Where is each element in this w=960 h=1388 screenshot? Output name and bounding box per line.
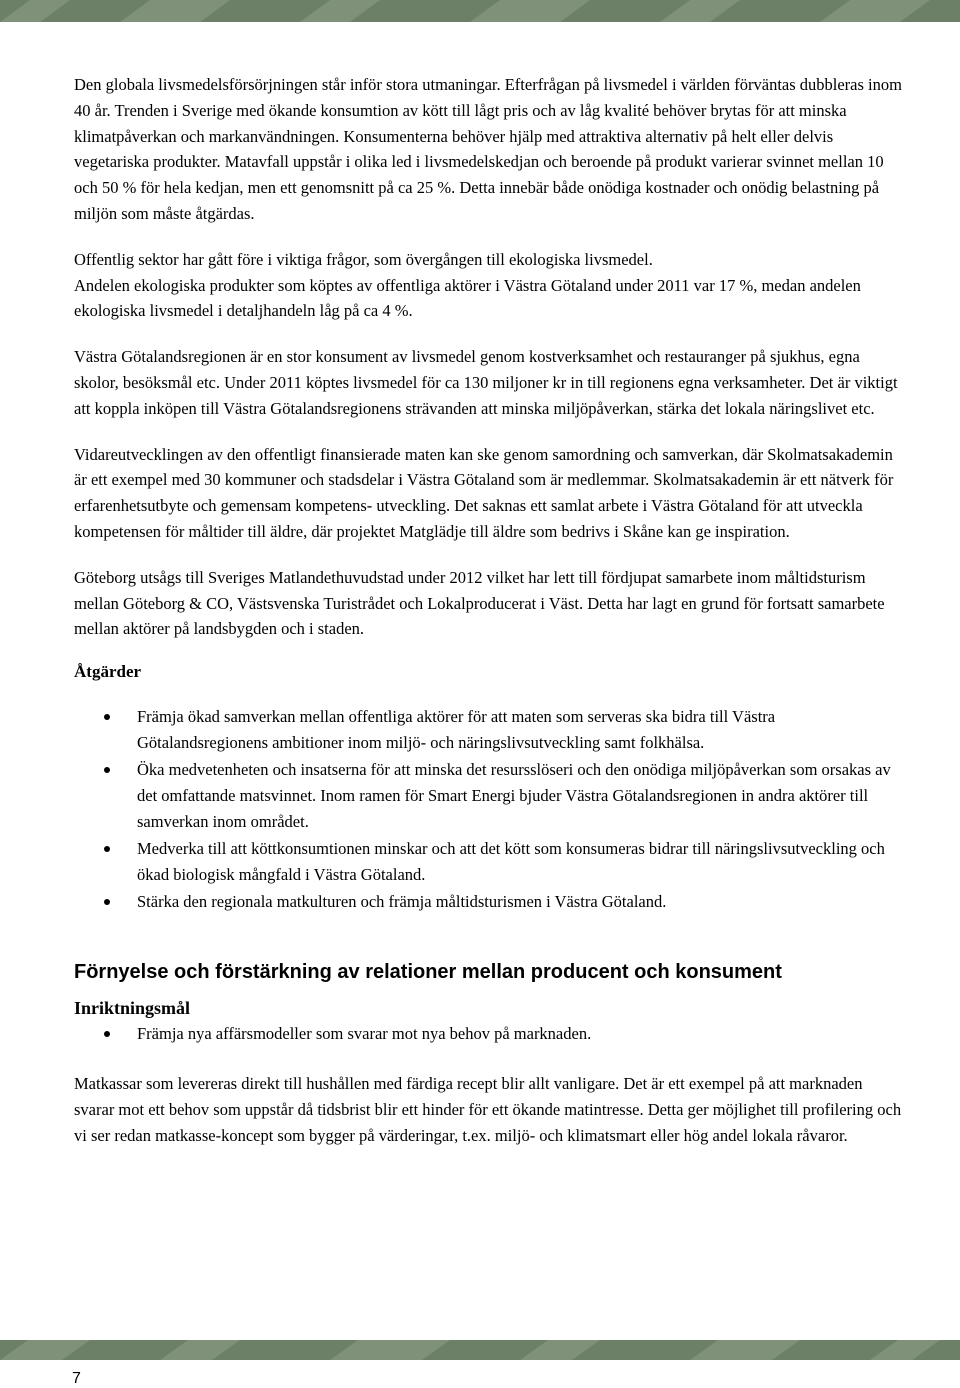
intro-paragraph: Den globala livsmedelsförsörjningen står inför stora utmaningar. Efterfrågan på livsmedel i världen förväntas dubbleras inom 40 år. Trenden i Sverige med ökande konsumtion av kött till lågt pris och av låg kvalité behöver brytas för att minska klimatpåverkan och markanvändningen. Konsumenterna behöver hjälp med attraktiva alternativ på helt eller delvis vegetariska produkter. Matavfall uppstår i olika led i livsmedelskedjan och beroende på produkt varierar svinnet mellan 10 och 50 % för hela kedjan, men ett genomsnitt på ca 25 %. Detta innebär både onödiga kostnader och onödig belastning på miljön som måste åtgärdas. (74, 75, 902, 223)
footer-decor-pattern (0, 1340, 960, 1360)
list-item: Stärka den regionala matkulturen och främja måltidsturismen i Västra Götaland. (74, 889, 904, 915)
bullet-icon (104, 1031, 110, 1037)
paragraph-public-sector: Offentlig sektor har gått före i viktiga frågor, som övergången till ekologiska livsmedel. (74, 249, 653, 269)
list-item: Främja ökad samverkan mellan offentliga aktörer för att maten som serveras ska bidra till Västra Götalandsregionens ambitioner inom miljö- och näringslivsutveckling samt folkhälsa. (74, 704, 904, 756)
target-list (74, 1021, 904, 1047)
bullet-icon (104, 714, 110, 720)
paragraph-meal-kits: Matkassar som levereras direkt till hushållen med färdiga recept blir allt vanligare. Det är ett exempel på att marknaden svarar mot ett behov som uppstår då tidsbrist blir ett hinder för ett ökande matintresse. Detta ger möjlighet till profilering och vi ser redan matkasse-koncept som bygger på värderingar, t.ex. miljö- och klimatsmart eller hög andel lokala råvaror. (74, 1074, 902, 1145)
list-item: Öka medvetenheten och insatserna för att minska det resursslöseri och den onödiga miljöpåverkan som orsakas av det omfattande matsvinnet. Inom ramen för Smart Energi bjuder Västra Götalandsregionen in andra aktörer till samverkan inom området. (74, 757, 904, 835)
atgarder-list (74, 704, 904, 915)
list-item: Medverka till att köttkonsumtionen minskar och att det kött som konsumeras bidrar till näringslivsutveckling och ökad biologisk mångfald i Västra Götaland. (74, 836, 904, 888)
target-heading: Inriktningsmål (74, 998, 191, 1019)
bullet-icon (104, 899, 110, 905)
header-decor-pattern (0, 0, 960, 22)
list-item: Främja nya affärsmodeller som svarar mot nya behov på marknaden. (74, 1021, 904, 1047)
paragraph-gothenburg: Göteborg utsågs till Sveriges Matlandethuvudstad under 2012 vilket har lett till fördjupat samarbete inom måltidsturism mellan Göteborg & CO, Västsvenska Turistrådet och Lokalproducerat i Väst. Detta har lagt en grund för fortsatt samarbete mellan aktörer på landsbygden och i staden. (74, 567, 885, 639)
paragraph-region-consumer: Västra Götalandsregionen är en stor konsument av livsmedel genom kostverksamhet och restauranger på sjukhus, egna skolor, besöksmål etc. Under 2011 köptes livsmedel för ca 130 miljoner kr in till regionens egna verksamheter. Det är viktigt att koppla inköpen till Västra Götalandsregionens strävanden att minska miljöpåverkan, stärka det lokala näringslivet etc. (74, 347, 898, 418)
section-heading: Förnyelse och förstärkning av relationer mellan producent och konsument (74, 961, 782, 984)
atgarder-heading: Åtgärder (74, 662, 142, 682)
bullet-icon (104, 767, 110, 773)
footer-decor-band (0, 1340, 960, 1360)
paragraph-development: Vidareutvecklingen av den offentligt finansierade maten kan ske genom samordning och samverkan, där Skolmatsakademin är ett exempel med 30 kommuner och stadsdelar i Västra Götaland som är medlemmar. Skolmatsakademin är ett nätverk för erfarenhetsutbyte och gemensam kompetens- utveckling. Det saknas ett samlat arbete i Västra Götaland för att utveckla kompetensen för måltider till äldre, där projektet Matglädje till äldre som bedrivs i Skåne kan ge inspiration. (74, 444, 894, 541)
header-decor-band (0, 0, 960, 22)
paragraph-ecological-share: Andelen ekologiska produkter som köptes av offentliga aktörer i Västra Götaland under 2011 var 17 %, medan andelen ekologiska livsmedel i detaljhandeln låg på ca 4 %. (74, 275, 861, 321)
bullet-icon (104, 846, 110, 852)
page-number: 7 (72, 1370, 81, 1387)
page-content (74, 72, 904, 1169)
